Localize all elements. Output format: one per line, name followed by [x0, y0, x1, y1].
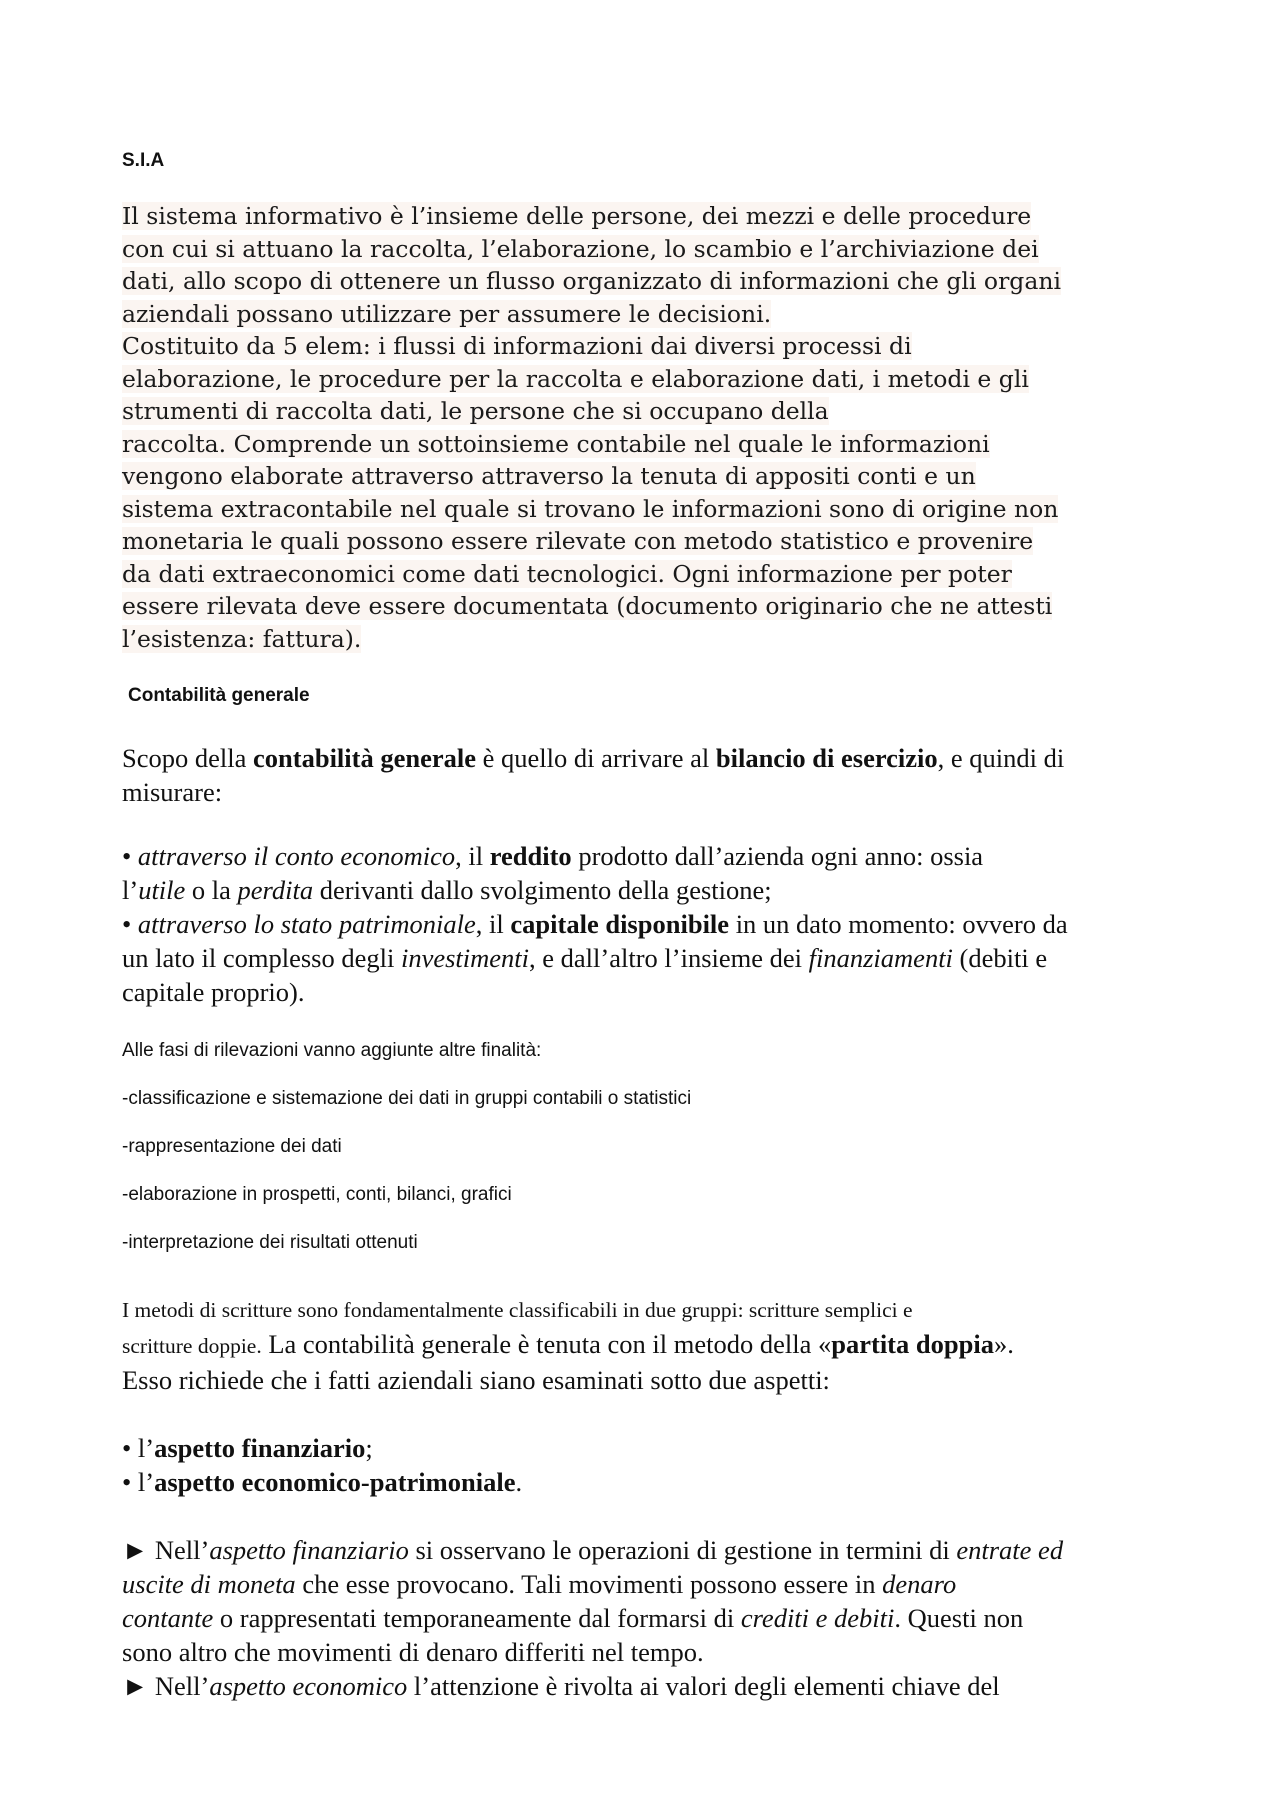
fasi-item: -classificazione e sistemazione dei dati in gruppi contabili o statistici — [122, 1088, 692, 1109]
intro-line: strumenti di raccolta dati, le persone che si occupano della — [122, 397, 829, 425]
bullet-continuation: un lato il complesso degli investimenti, e dall’altro l’insieme dei finanziamenti (debiti e — [122, 943, 1048, 973]
intro-line: elaborazione, le procedure per la raccolta e elaborazione dati, i metodi e gli — [122, 364, 1029, 393]
intro-line: vengono elaborate attraverso attraverso la tenuta di appositi conti e un — [122, 462, 976, 490]
bullet-item: • attraverso il conto economico, il reddito prodotto dall’azienda ogni anno: ossia — [122, 841, 984, 871]
finanziario-paragraph — [122, 1533, 1184, 1703]
document-title: S.I.A — [122, 150, 165, 171]
intro-line: da dati extraeconomici come dati tecnologici. Ogni informazione per poter — [122, 559, 1012, 588]
intro-line: aziendali possano utilizzare per assumere le decisioni. — [122, 299, 772, 328]
metodi-line: Esso richiede che i fatti aziendali siano esaminati sotto due aspetti: — [122, 1365, 830, 1395]
document-page — [122, 150, 1184, 1703]
scopo-paragraph — [122, 741, 1184, 809]
scopo-line: Scopo della contabilità generale è quello di arrivare al bilancio di esercizio, e quindi di — [122, 743, 1065, 773]
section-title: Contabilità generale — [128, 685, 310, 706]
bullet-continuation: l’utile o la perdita derivanti dallo svolgimento della gestione; — [122, 875, 772, 905]
fasi-item: -elaborazione in prospetti, conti, bilanci, grafici — [122, 1184, 512, 1205]
intro-line: raccolta. Comprende un sottoinsieme contabile nel quale le informazioni — [122, 429, 990, 458]
intro-line: Il sistema informativo è l’insieme delle persone, dei mezzi e delle procedure — [122, 202, 1032, 230]
intro-line: sistema extracontabile nel quale si trovano le informazioni sono di origine non — [122, 494, 1059, 523]
bullet-continuation: capitale proprio). — [122, 977, 305, 1007]
intro-line: dati, allo scopo di ottenere un flusso organizzato di informazioni che gli organi — [122, 267, 1062, 295]
intro-line: l’esistenza: fattura). — [122, 624, 362, 653]
intro-line: monetaria le quali possono essere rilevate con metodo statistico e provenire — [122, 527, 1034, 555]
finanziario-line: uscite di moneta che esse provocano. Tali movimenti possono essere in denaro — [122, 1569, 957, 1599]
fasi-intro: Alle fasi di rilevazioni vanno aggiunte altre finalità: — [122, 1040, 542, 1061]
intro-line: essere rilevata deve essere documentata (documento originario che ne attesti — [122, 592, 1053, 620]
metodi-paragraph — [122, 1293, 1184, 1397]
bullet-item: • attraverso lo stato patrimoniale, il capitale disponibile in un dato momento: ovvero da — [122, 909, 1068, 939]
economico-line: ► Nell’aspetto economico l’attenzione è rivolta ai valori degli elementi chiave del — [122, 1671, 1000, 1701]
aspetti-item: • l’aspetto economico-patrimoniale. — [122, 1467, 523, 1497]
bullet-list — [122, 839, 1184, 1009]
finanziario-line: contante o rappresentati temporaneamente dal formarsi di crediti e debiti. Questi non — [122, 1603, 1024, 1633]
fasi-item: -interpretazione dei risultati ottenuti — [122, 1232, 418, 1253]
fasi-item: -rappresentazione dei dati — [122, 1136, 342, 1157]
scopo-line: misurare: — [122, 777, 223, 807]
finanziario-line: ► Nell’aspetto finanziario si osservano le operazioni di gestione in termini di entrate ed — [122, 1535, 1064, 1565]
intro-line: con cui si attuano la raccolta, l’elaborazione, lo scambio e l’archiviazione dei — [122, 234, 1039, 263]
metodi-line: I metodi di scritture sono fondamentalmente classificabili in due gruppi: scritture semplici e — [122, 1298, 913, 1322]
metodi-line: scritture doppie. La contabilità generale è tenuta con il metodo della «partita doppia». — [122, 1329, 1014, 1359]
aspetti-item: • l’aspetto finanziario; — [122, 1433, 373, 1463]
aspetti-list — [122, 1431, 1184, 1499]
intro-line: Costituito da 5 elem: i flussi di informazioni dai diversi processi di — [122, 332, 912, 360]
finanziario-line: sono altro che movimenti di denaro differiti nel tempo. — [122, 1637, 704, 1667]
intro-paragraph — [122, 200, 1184, 655]
